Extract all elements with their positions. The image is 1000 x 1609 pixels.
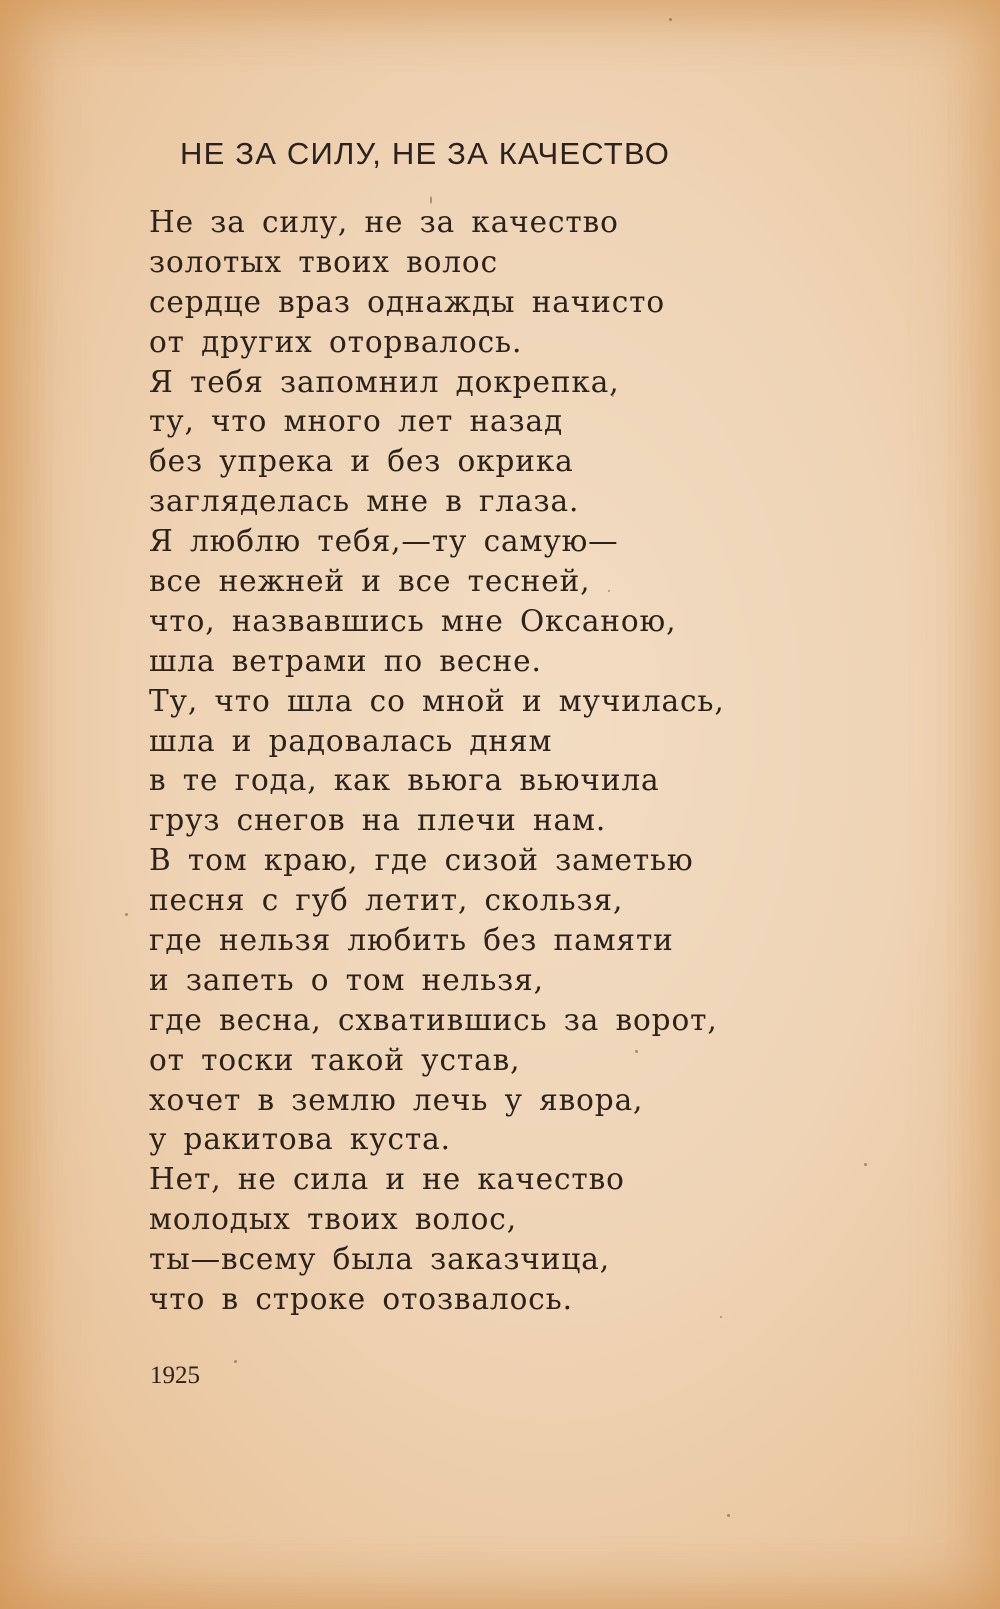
poem-line: Нет, не сила и не качество <box>149 1162 625 1197</box>
poem-line: Я тебя запомнил докрепка, <box>149 364 620 399</box>
poem-line: Я люблю тебя,—ту самую— <box>149 524 619 559</box>
poem-line: шла и радовалась дням <box>149 723 553 758</box>
poem-line: песня с губ летит, скользя, <box>149 883 624 918</box>
poem-line: золотых твоих волос <box>149 244 499 279</box>
poem-line: от других оторвалось. <box>149 324 523 359</box>
poem-line: Не за силу, не за качество <box>149 205 619 239</box>
poem-line: что в строке отозвалось. <box>149 1282 573 1317</box>
paper-speck <box>234 1360 237 1363</box>
poem-line: без упрека и без окрика <box>149 444 574 479</box>
poem-line: сердце враз однажды начисто <box>149 284 666 319</box>
paper-speck <box>864 1163 867 1166</box>
paper-speck <box>125 913 128 916</box>
paper-speck <box>669 18 672 21</box>
poem-line: у ракитова куста. <box>149 1122 451 1157</box>
poem-line: где нельзя любить без памяти <box>149 923 674 958</box>
poem-line: ты—всему была заказчица, <box>149 1242 611 1277</box>
poem-line: где весна, схватившись за ворот, <box>149 1002 718 1037</box>
paper-speck <box>727 1514 730 1517</box>
poem-line: молодых твоих волос, <box>149 1202 517 1237</box>
poem-line: загляделась мне в глаза. <box>149 484 580 519</box>
poem-line: что, назвавшись мне Оксаною, <box>149 603 677 638</box>
poem-line: В том краю, где сизой заметью <box>149 843 694 878</box>
poem-line: в те года, как вьюга вьючила <box>149 763 660 798</box>
poem-line: хочет в землю лечь у явора, <box>149 1082 644 1117</box>
poem-year: 1925 <box>150 1362 200 1389</box>
poem-line: груз снегов на плечи нам. <box>149 803 607 838</box>
poem-line: ту, что много лет назад <box>149 404 564 439</box>
poem-line: и запеть о том нельзя, <box>149 962 544 997</box>
poem-line: все нежней и все тесней, <box>149 564 591 599</box>
poem-line: Ту, что шла со мной и мучилась, <box>149 683 725 718</box>
poem-line: шла ветрами по весне. <box>149 643 542 678</box>
poem-title: НЕ ЗА СИЛУ, НЕ ЗА КАЧЕСТВО <box>180 136 671 171</box>
poem-line: от тоски такой устав, <box>149 1042 521 1077</box>
poem-body <box>149 203 725 1320</box>
